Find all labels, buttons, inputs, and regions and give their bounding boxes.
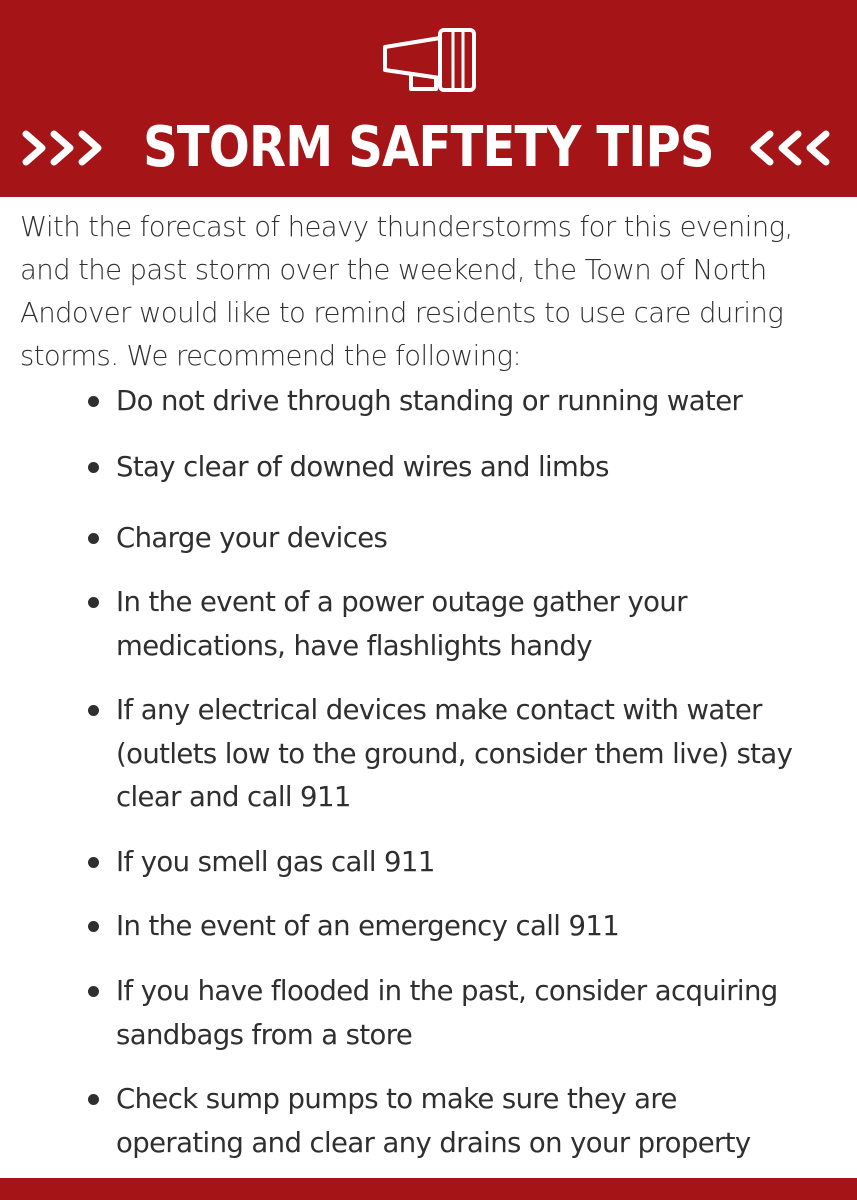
tip-line: If you have flooded in the past, consider acquiring [116, 975, 778, 1007]
megaphone-icon [382, 26, 476, 92]
triple-chevron-left-icon [748, 128, 832, 168]
header-banner [0, 0, 857, 197]
title-row [0, 112, 857, 184]
tip-text [116, 970, 836, 1057]
intro-paragraph: With the forecast of heavy thunderstorms for this evening, and the past storm over the weekend, the Town of North Andover would like to remind residents to use care during storms. We recommend the following: [20, 211, 793, 372]
footer-bar [0, 1178, 857, 1200]
tip-line: Do not drive through standing or running water [116, 385, 743, 417]
bullet-icon [88, 462, 99, 473]
tip-text [116, 1078, 836, 1165]
page-title: STORM SAFTETY TIPS [143, 115, 714, 180]
tip-line: operating and clear any drains on your property [116, 1126, 751, 1159]
bullet-icon [88, 396, 99, 407]
tip-text [116, 905, 836, 949]
tip-line: Stay clear of downed wires and limbs [116, 451, 609, 483]
tip-text [116, 689, 836, 820]
tip-line: sandbags from a store [116, 1018, 413, 1051]
tip-text [116, 446, 836, 490]
tip-line: In the event of a power outage gather your [116, 586, 687, 618]
tip-line: (outlets low to the ground, consider them live) stay [116, 737, 793, 770]
tip-text [116, 517, 836, 561]
tip-line: If you smell gas call 911 [116, 846, 435, 878]
tip-line: In the event of an emergency call 911 [116, 910, 620, 942]
bullet-icon [88, 597, 99, 608]
tip-line: medications, have flashlights handy [116, 629, 592, 662]
bullet-icon [88, 705, 99, 716]
bullet-icon [88, 533, 99, 544]
tip-line: Check sump pumps to make sure they are [116, 1083, 677, 1115]
tip-text [116, 581, 836, 668]
bullet-icon [88, 1094, 99, 1105]
tip-line: Charge your devices [116, 522, 388, 554]
tip-line: If any electrical devices make contact with water [116, 694, 762, 726]
bullet-icon [88, 921, 99, 932]
bullet-icon [88, 986, 99, 997]
bullet-icon [88, 857, 99, 868]
tip-text [116, 380, 836, 424]
tip-text [116, 841, 836, 885]
tip-line: clear and call 911 [116, 781, 351, 813]
